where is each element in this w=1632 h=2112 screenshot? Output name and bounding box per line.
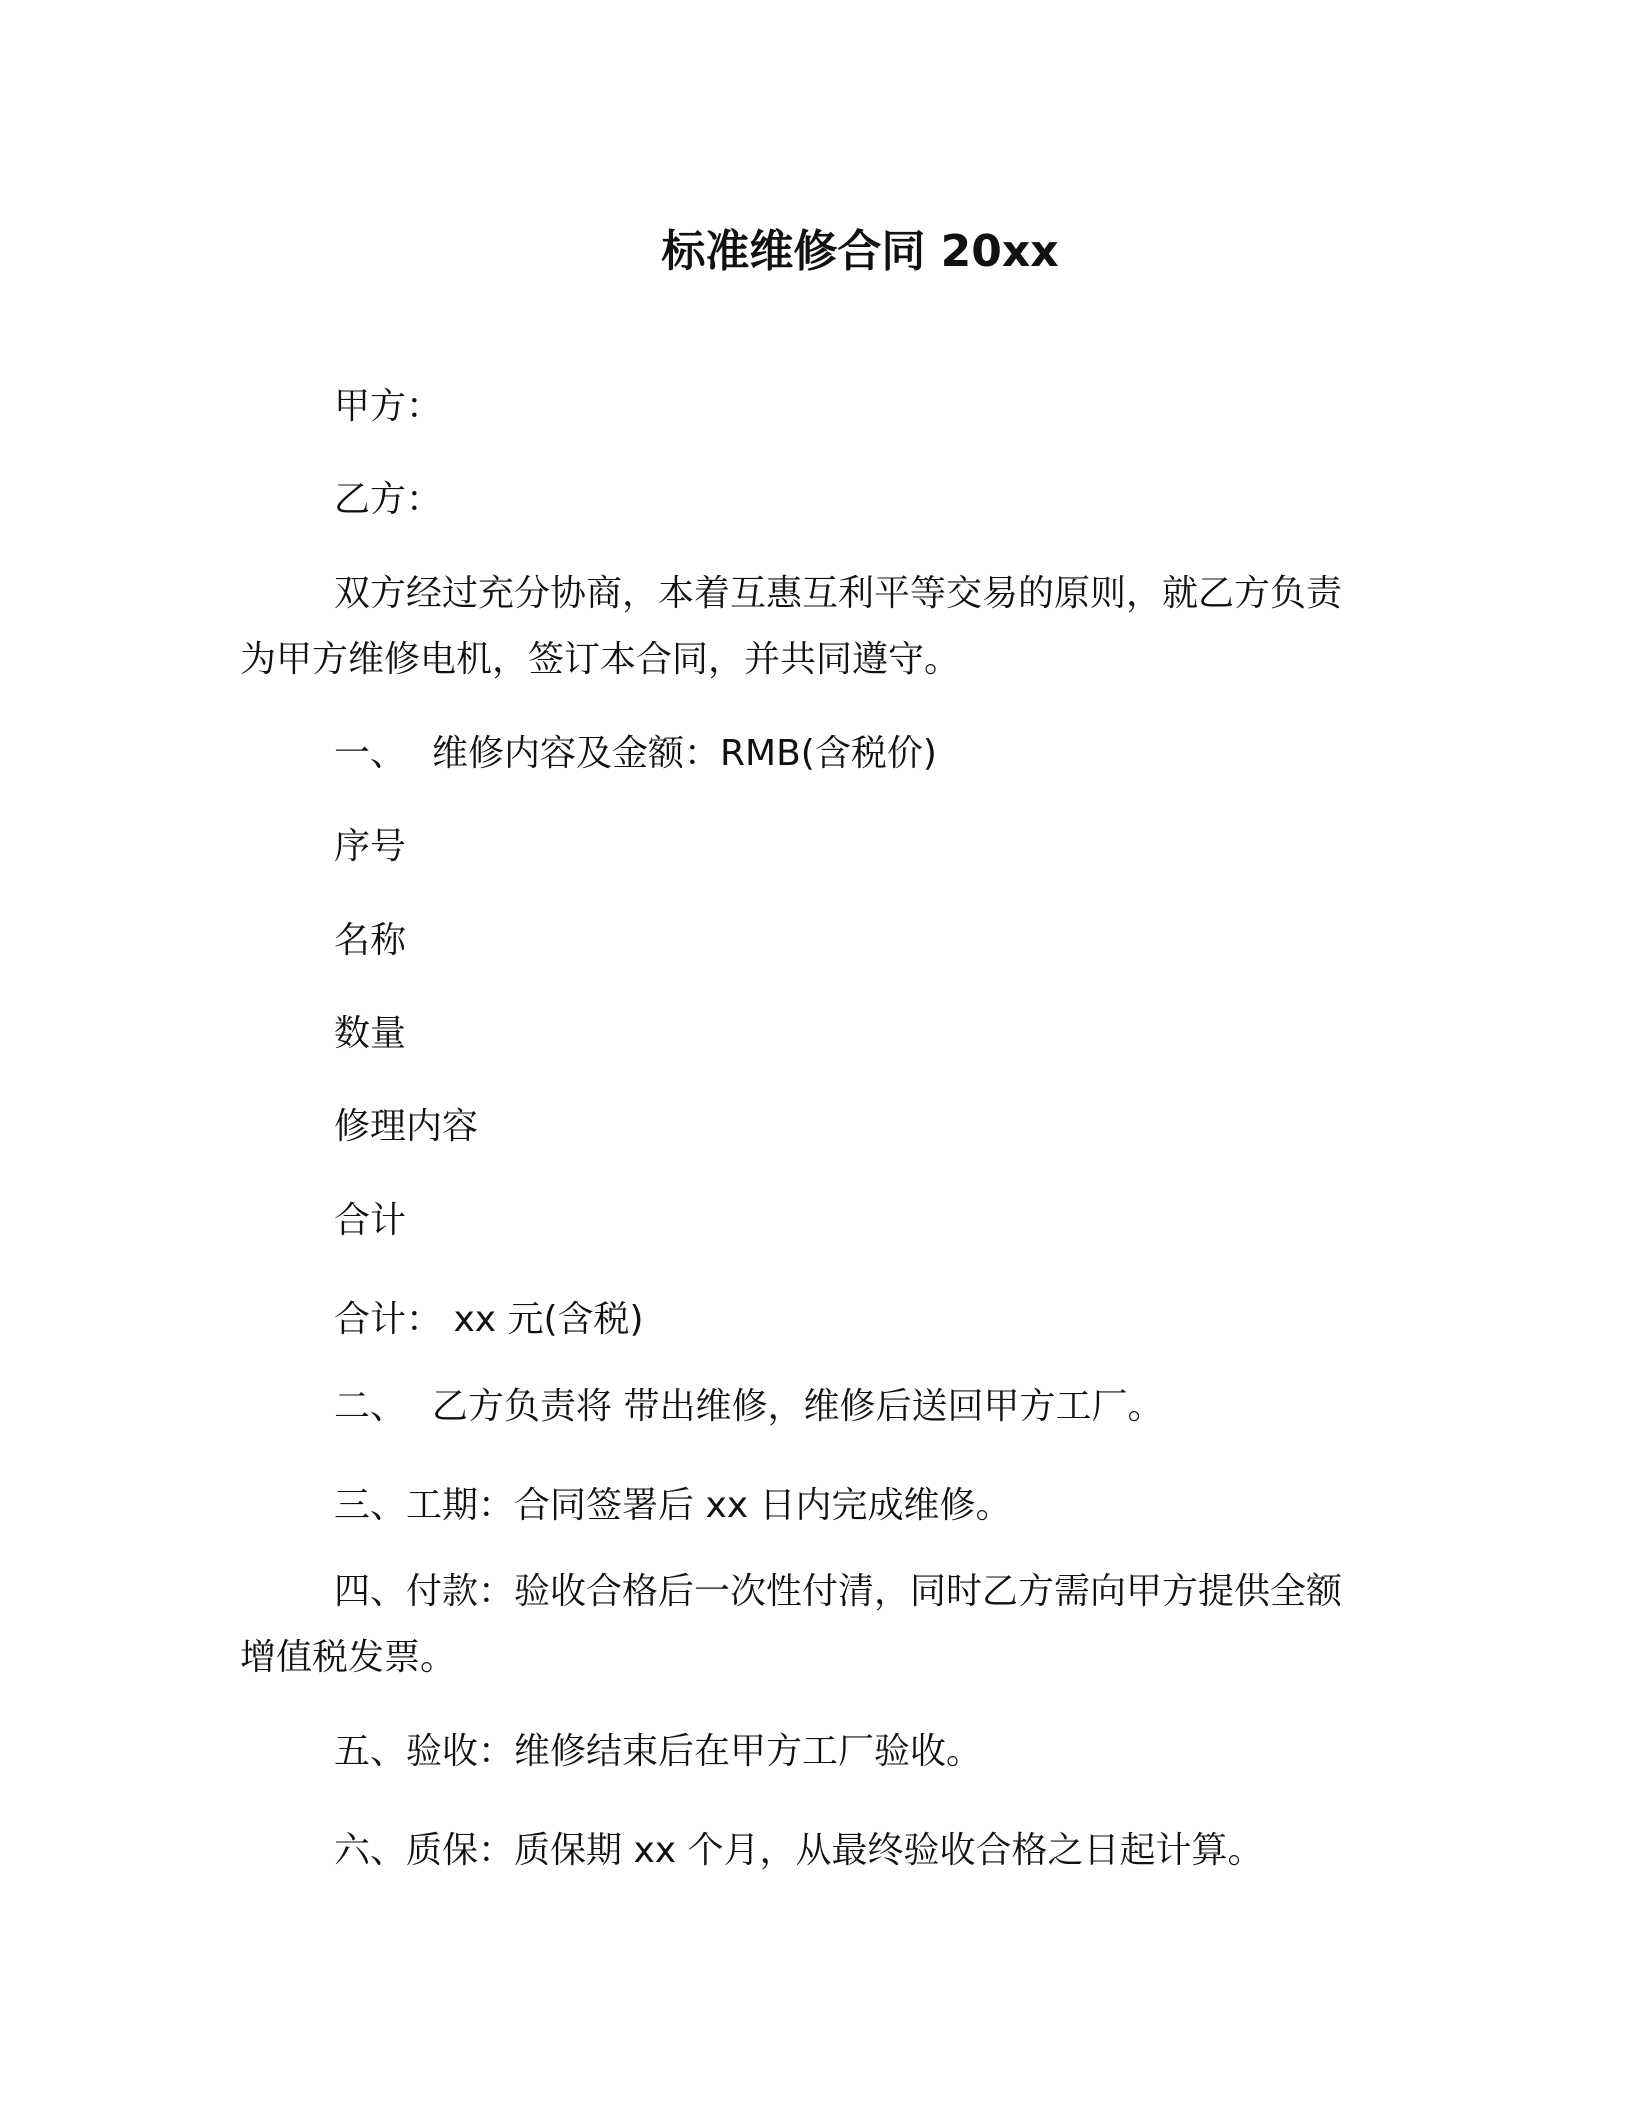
total-amount: 合计： xx 元(含税) [334,1299,644,1340]
party-a-label: 甲方： [334,386,443,427]
section-4-line-2: 增值税发票。 [240,1637,457,1678]
intro-line-1: 双方经过充分协商，本着互惠互利平等交易的原则，就乙方负责 [334,573,1343,614]
section-1-number: 一、 [334,733,407,774]
table-header-repair-content: 修理内容 [334,1106,479,1147]
table-header-name: 名称 [334,920,407,961]
section-2-text: 乙方负责将 带出维修，维修后送回甲方工厂。 [432,1386,1164,1427]
document-title: 标准维修合同 20xx [661,226,1059,277]
section-5: 五、验收：维修结束后在甲方工厂验收。 [334,1731,983,1772]
section-1-text: 维修内容及金额：RMB(含税价) [432,733,937,774]
party-b-label: 乙方： [334,479,443,520]
section-3: 三、工期：合同签署后 xx 日内完成维修。 [334,1485,1012,1526]
table-header-serial: 序号 [334,826,407,867]
intro-line-2: 为甲方维修电机，签订本合同，并共同遵守。 [240,639,961,680]
section-6: 六、质保：质保期 xx 个月，从最终验收合格之日起计算。 [334,1830,1264,1871]
section-2 [334,1383,1163,1431]
section-1-heading [334,730,937,778]
section-2-number: 二、 [334,1386,407,1427]
table-header-quantity: 数量 [334,1013,407,1054]
section-4-line-1: 四、付款：验收合格后一次性付清，同时乙方需向甲方提供全额 [334,1571,1343,1612]
table-header-total: 合计 [334,1200,407,1241]
